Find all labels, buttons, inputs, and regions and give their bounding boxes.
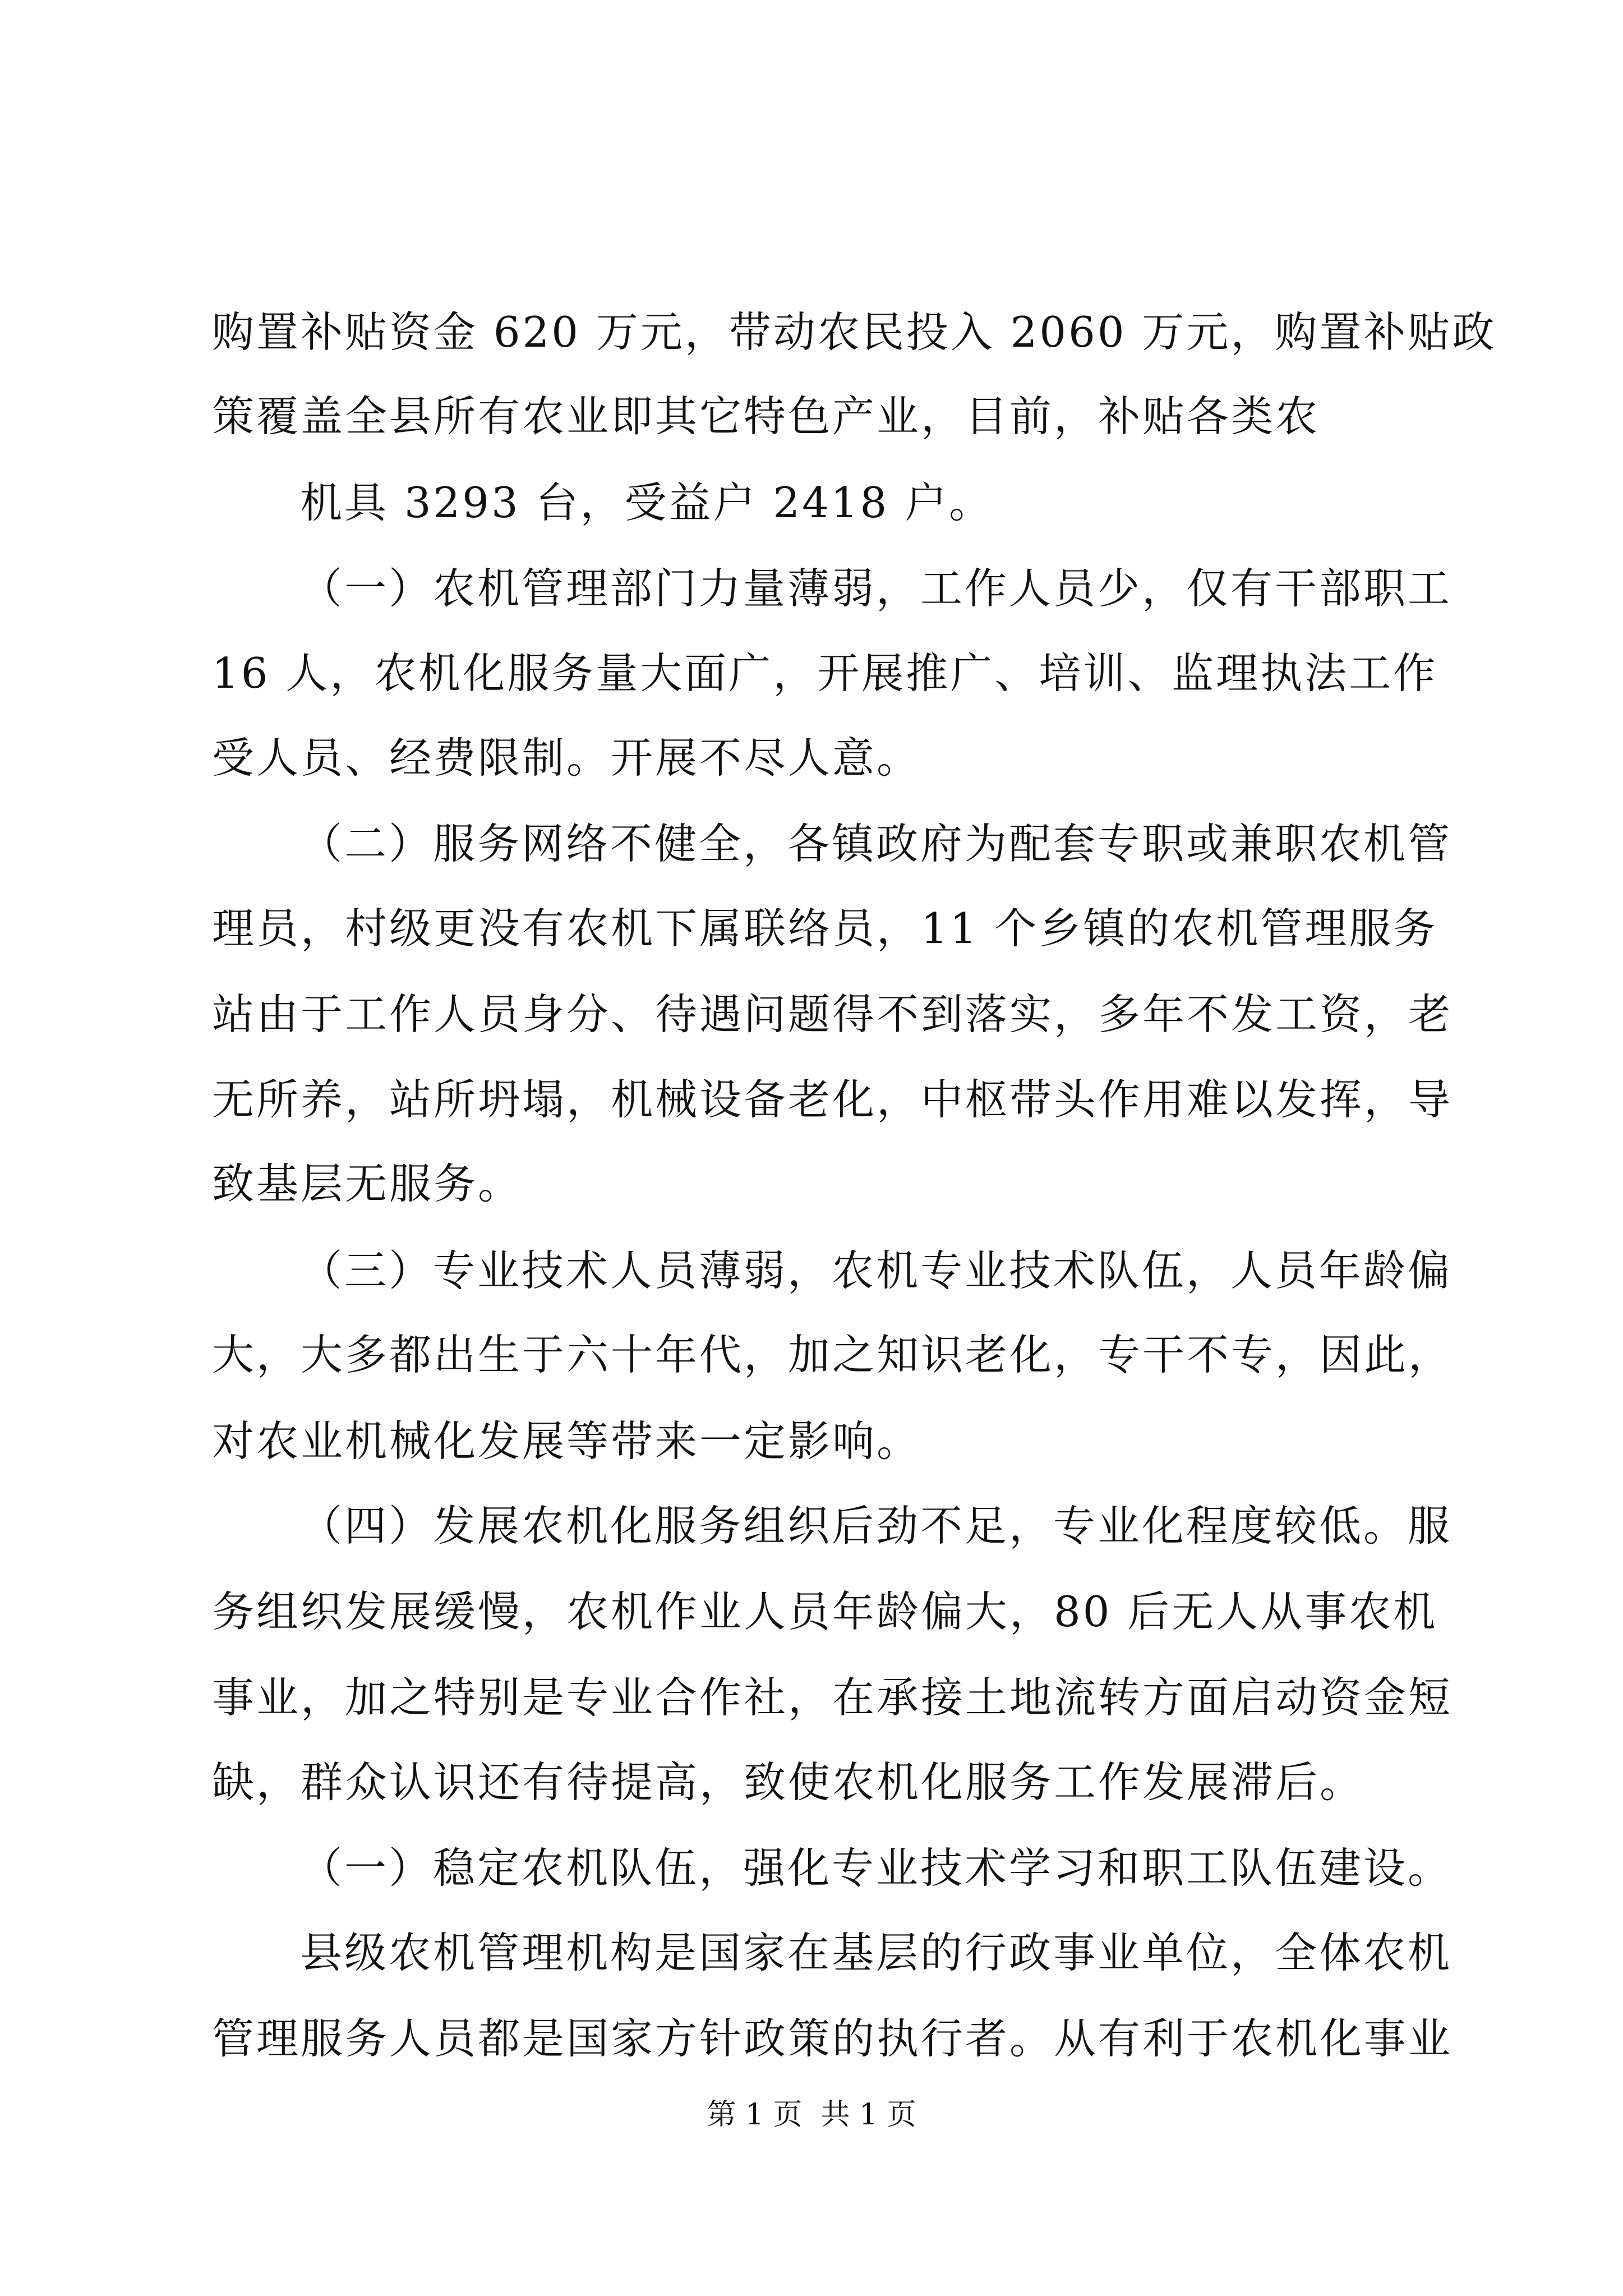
text-line: 机具 3293 台，受益户 2418 户。 bbox=[300, 478, 994, 527]
text-line: 事业，加之特别是专业合作社，在承接土地流转方面启动资金短 bbox=[212, 1673, 1453, 1722]
text-line: 16 人，农机化服务量大面广，开展推广、培训、监理执法工作 bbox=[212, 648, 1438, 698]
text-line: 县级农机管理机构是国家在基层的行政事业单位，全体农机 bbox=[300, 1928, 1453, 1977]
text-line: 理员，村级更没有农机下属联络员，11 个乡镇的农机管理服务 bbox=[212, 904, 1438, 953]
text-line: 对农业机械化发展等带来一定影响。 bbox=[212, 1416, 921, 1466]
page-footer: 第 1 页 共 1 页 bbox=[707, 2098, 916, 2132]
text-line: 受人员、经费限制。开展不尽人意。 bbox=[212, 733, 921, 783]
text-line: 致基层无服务。 bbox=[212, 1159, 523, 1208]
text-line: 大，大多都出生于六十年代，加之知识老化，专干不专，因此， bbox=[212, 1330, 1453, 1379]
text-line: （一）农机管理部门力量薄弱，工作人员少，仅有干部职工 bbox=[300, 564, 1453, 613]
text-line: （二）服务网络不健全，各镇政府为配套专职或兼职农机管 bbox=[300, 819, 1453, 868]
text-line: 购置补贴资金 620 万元，带动农民投入 2060 万元，购置补贴政 bbox=[212, 307, 1497, 357]
text-line: 缺，群众认识还有待提高，致使农机化服务工作发展滞后。 bbox=[212, 1757, 1364, 1807]
text-line: （四）发展农机化服务组织后劲不足，专业化程度较低。服 bbox=[300, 1501, 1453, 1550]
text-line: （一）稳定农机队伍，强化专业技术学习和职工队伍建设。 bbox=[300, 1843, 1453, 1893]
text-line: 站由于工作人员身分、待遇问题得不到落实，多年不发工资，老 bbox=[212, 990, 1453, 1039]
text-line: （三）专业技术人员薄弱，农机专业技术队伍，人员年龄偏 bbox=[300, 1246, 1453, 1295]
text-line: 无所养，站所坍塌，机械设备老化，中枢带头作用难以发挥，导 bbox=[212, 1075, 1453, 1124]
text-line: 管理服务人员都是国家方针政策的执行者。从有利于农机化事业 bbox=[212, 2014, 1453, 2063]
text-line: 策覆盖全县所有农业即其它特色产业，目前，补贴各类农 bbox=[212, 392, 1320, 441]
text-line: 务组织发展缓慢，农机作业人员年龄偏大，80 后无人从事农机 bbox=[212, 1587, 1438, 1636]
